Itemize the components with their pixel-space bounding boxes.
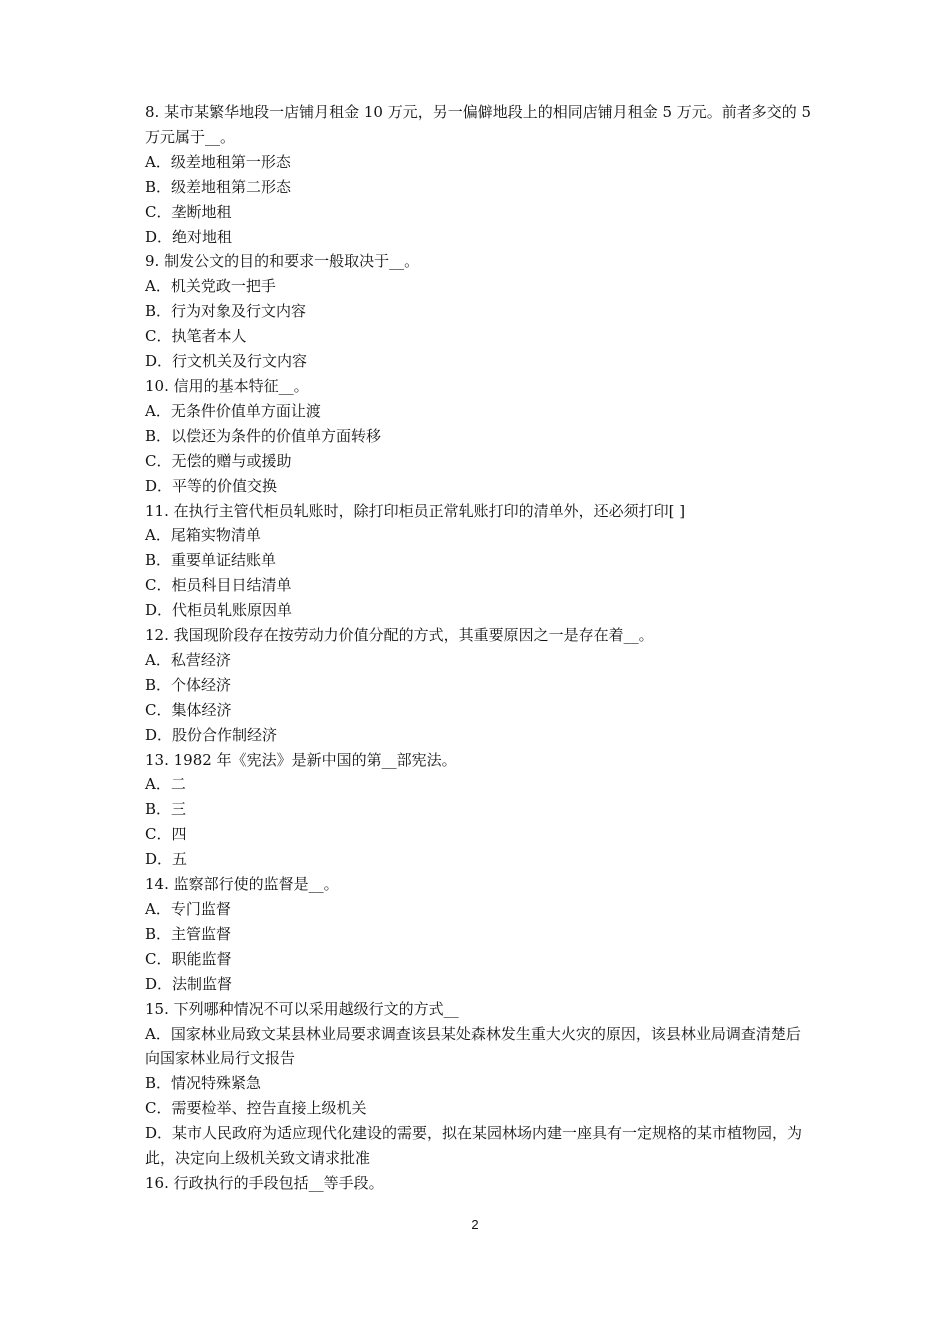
option-11a: A．尾箱实物清单 (145, 526, 261, 545)
question-16: 16. 行政执行的手段包括__等手段。 (145, 1173, 384, 1192)
question-10: 10. 信用的基本特征__。 (145, 376, 309, 395)
question-8: 8. 某市某繁华地段一店铺月租金 10 万元，另一偏僻地段上的相同店铺月租金 5 万元。前者多交的 5 万元属于__。 (145, 103, 812, 146)
option-8c: C．垄断地租 (145, 202, 232, 221)
option-9a: A．机关党政一把手 (145, 277, 276, 296)
option-10b: B．以偿还为条件的价值单方面转移 (145, 426, 382, 445)
option-12c: C．集体经济 (145, 700, 232, 719)
option-12a: A．私营经济 (145, 650, 231, 669)
option-11d: D．代柜员轧账原因单 (145, 601, 293, 620)
option-12b: B．个体经济 (145, 675, 232, 694)
option-9b: B．行为对象及行文内容 (145, 302, 307, 321)
option-15c: C．需要检举、控告直接上级机关 (145, 1099, 367, 1118)
option-14a: A．专门监督 (145, 900, 231, 918)
question-list (145, 100, 815, 1196)
option-13a: A．二 (145, 775, 186, 794)
question-14: 14. 监察部行使的监督是__。 (145, 875, 339, 894)
question-11: 11. 在执行主管代柜员轧账时，除打印柜员正常轧账打印的清单外，还必须打印[ ] (145, 501, 686, 520)
question-15: 15. 下列哪种情况不可以采用越级行文的方式__ (145, 999, 459, 1018)
option-13b: B．三 (145, 800, 187, 819)
option-11c: C．柜员科目日结清单 (145, 576, 292, 595)
option-9d: D．行文机关及行文内容 (145, 352, 308, 371)
option-10c: C．无偿的赠与或援助 (145, 451, 292, 470)
option-13d: D．五 (145, 850, 188, 869)
option-12d: D．股份合作制经济 (145, 725, 278, 744)
question-9: 9. 制发公文的目的和要求一般取决于__。 (145, 252, 420, 271)
option-8d: D．绝对地租 (145, 227, 233, 246)
question-13: 13. 1982 年《宪法》是新中国的第__部宪法。 (145, 750, 457, 769)
option-15a: A．国家林业局致文某县林业局要求调查该县某处森林发生重大火灾的原因，该县林业局调查清楚后向国家林业局行文报告 (145, 1024, 801, 1068)
option-10d: D．平等的价值交换 (145, 476, 278, 495)
option-8a: A．级差地租第一形态 (145, 152, 291, 171)
option-14b: B．主管监督 (145, 924, 232, 943)
option-13c: C．四 (145, 825, 187, 844)
option-15d: D．某市人民政府为适应现代化建设的需要，拟在某园林场内建一座具有一定规格的某市植物园，为此，决定向上级机关致文请求批准 (145, 1124, 803, 1168)
question-12: 12. 我国现阶段存在按劳动力价值分配的方式，其重要原因之一是存在着__。 (145, 626, 654, 645)
option-15b: B．情况特殊紧急 (145, 1074, 262, 1093)
option-14d: D．法制监督 (145, 974, 233, 993)
page-number: 2 (471, 1217, 479, 1232)
option-10a: A．无条件价值单方面让渡 (145, 401, 321, 420)
option-11b: B．重要单证结账单 (145, 551, 277, 570)
option-14c: C．职能监督 (145, 949, 232, 968)
option-9c: C．执笔者本人 (145, 327, 247, 346)
option-8b: B．级差地租第二形态 (145, 177, 292, 196)
